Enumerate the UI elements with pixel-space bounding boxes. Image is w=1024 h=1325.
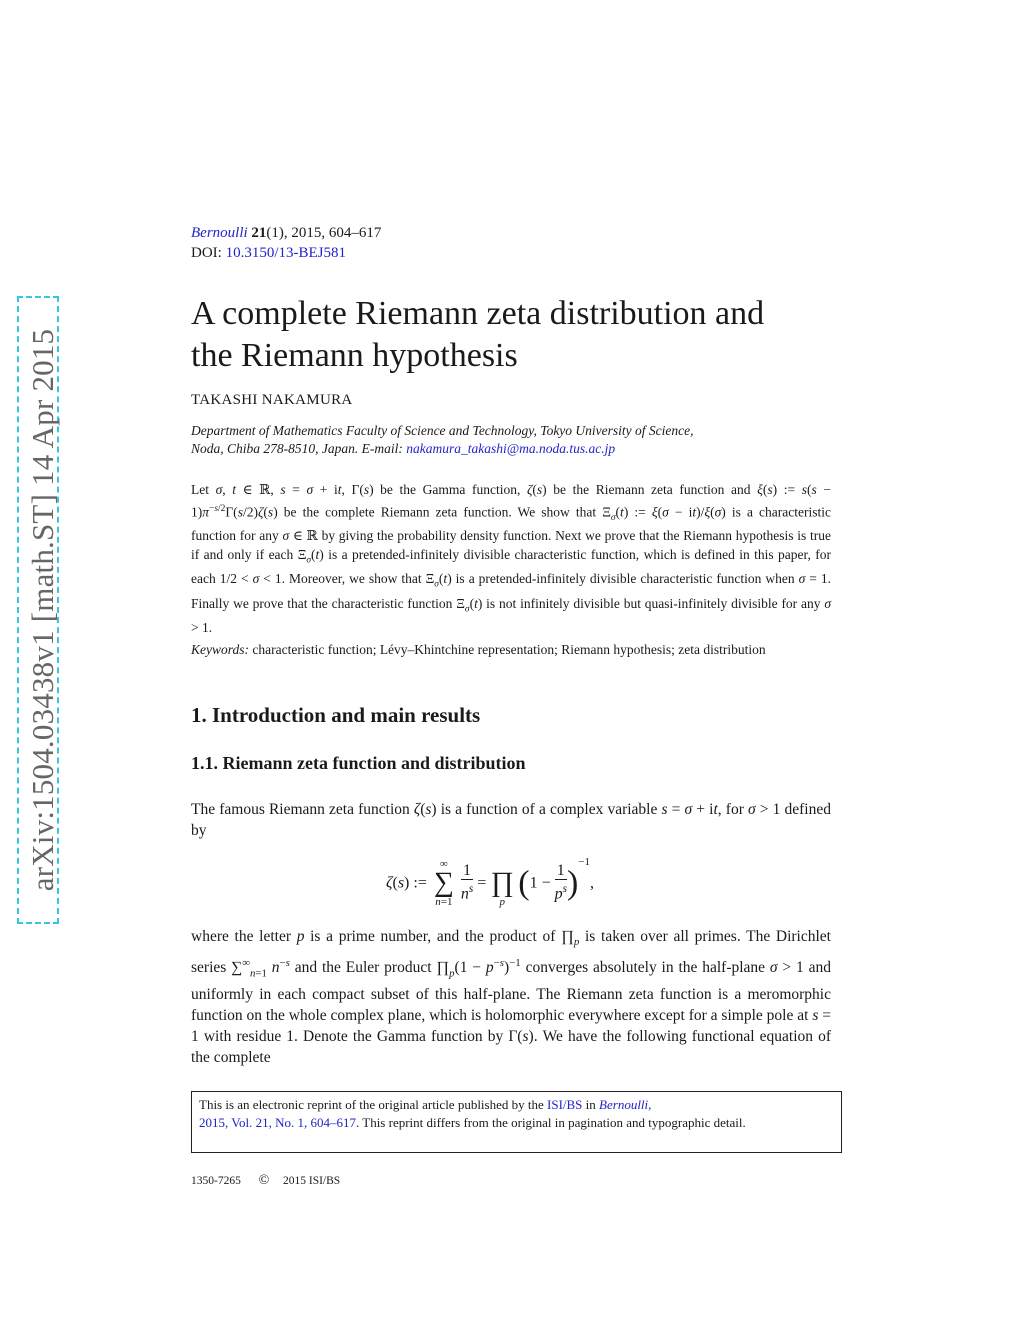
journal-volume: 21 [251, 225, 267, 241]
keywords-label: Keywords: [191, 642, 249, 657]
journal-name-link[interactable]: Bernoulli [191, 225, 248, 241]
reprint-notice: This is an electronic reprint of the original article published by the ISI/BS in Bernoulli, 2015, Vol. 21, No. 1, 604–617. This reprint differs from the original in pagination and typographic detail. [191, 1091, 842, 1153]
title-line-2: the Riemann hypothesis [191, 337, 518, 374]
journal-issue: (1), 2015, 604–617 [266, 225, 382, 241]
affiliation-line-2 [191, 440, 831, 458]
affiliation [191, 422, 831, 458]
keywords [191, 641, 831, 659]
body-paragraph-1: The famous Riemann zeta function ζ(s) is a function of a complex variable s = σ + it, for σ > 1 defined by [191, 801, 831, 839]
title-line-1: A complete Riemann zeta distribution and [191, 295, 765, 332]
author-name: TAKASHI NAKAMURA [191, 392, 353, 408]
email-link[interactable]: nakamura_takashi@ma.noda.tus.ac.jp [406, 441, 616, 456]
issn-number: 1350-7265 [191, 1175, 241, 1187]
footer-issn [191, 1173, 340, 1189]
body-paragraph-2: where the letter p is a prime number, and the product of $\prod_p$ is taken over all primes. The Dirichlet series $\sum^\infty_{n=1}$ $n^{-s}$ and the Euler product $\prod_p(1 - p^{-s})^{-1}$ converges absolutely in the half-plane σ > 1 and uniformly in each compact subset of this half-plane. The Riemann zeta function is a meromorphic function on the whole complex plane, which is holomorphic everywhere except for a simple pole at s = 1 with residue 1. Denote the Gamma function by Γ(s). We have the following functional equation of the complete [191, 928, 832, 1067]
abstract: Let σ, t ∈ ℝ, s = σ + it, Γ(s) be the Gamma function, ζ(s) be the Riemann zeta function and ξ(s) := $s(s - 1)\pi^{-s/2}\Gamma(s/2)\zeta(s)$ be the complete Riemann zeta function. We show that $\Xi_\sigma(t)$ := ξ(σ − it)/ξ(σ) is a characteristic function for any σ ∈ ℝ by giving the probability density function. Next we prove that the Riemann hypothesis is true if and only if each $\Xi_\sigma(t)$ is a pretended-infinitely divisible characteristic function, which is defined in this paper, for each 1/2 < σ < 1. Moreover, we show that $\Xi_\sigma(t)$ is a pretended-infinitely divisible characteristic function when σ = 1. Finally we prove that the characteristic function $\Xi_\sigma(t)$ is not infinitely divisible but quasi-infinitely divisible for any σ > 1. [191, 482, 832, 635]
keywords-text: characteristic function; Lévy–Khintchine representation; Riemann hypothesis; zeta distribution [249, 642, 766, 657]
zeta-equation: ζ(s) := ∞ ∑ n=1 $\frac{1}{n^s}$ = ∏ p (1 − $\frac{1}{p^s}$ )$^{-1}$, [386, 856, 594, 909]
section-heading: 1. Introduction and main results [191, 703, 481, 727]
paper-title [191, 293, 841, 377]
affiliation-line-1: Department of Mathematics Faculty of Science and Technology, Tokyo University of Science, [191, 423, 694, 438]
bernoulli-link[interactable]: Bernoulli [599, 1097, 649, 1112]
copyright-symbol: © [258, 1173, 270, 1188]
doi-link[interactable]: 10.3150/13-BEJ581 [225, 245, 346, 261]
affiliation-address: Noda, Chiba 278-8510, Japan. E-mail: [191, 441, 407, 456]
journal-citation [191, 223, 381, 243]
citation-link[interactable]: 2015, Vol. 21, No. 1, 604–617 [199, 1115, 356, 1130]
copyright-text: 2015 ISI/BS [282, 1175, 341, 1187]
subsection-heading: 1.1. Riemann zeta function and distribution [191, 753, 526, 773]
journal-info [191, 223, 381, 263]
arxiv-stamp: arXiv:1504.03438v1 [math.ST] 14 Apr 2015 [25, 328, 60, 892]
isi-bs-link[interactable]: ISI/BS [547, 1097, 583, 1112]
doi-line [191, 243, 381, 263]
doi-label: DOI: [191, 245, 222, 261]
